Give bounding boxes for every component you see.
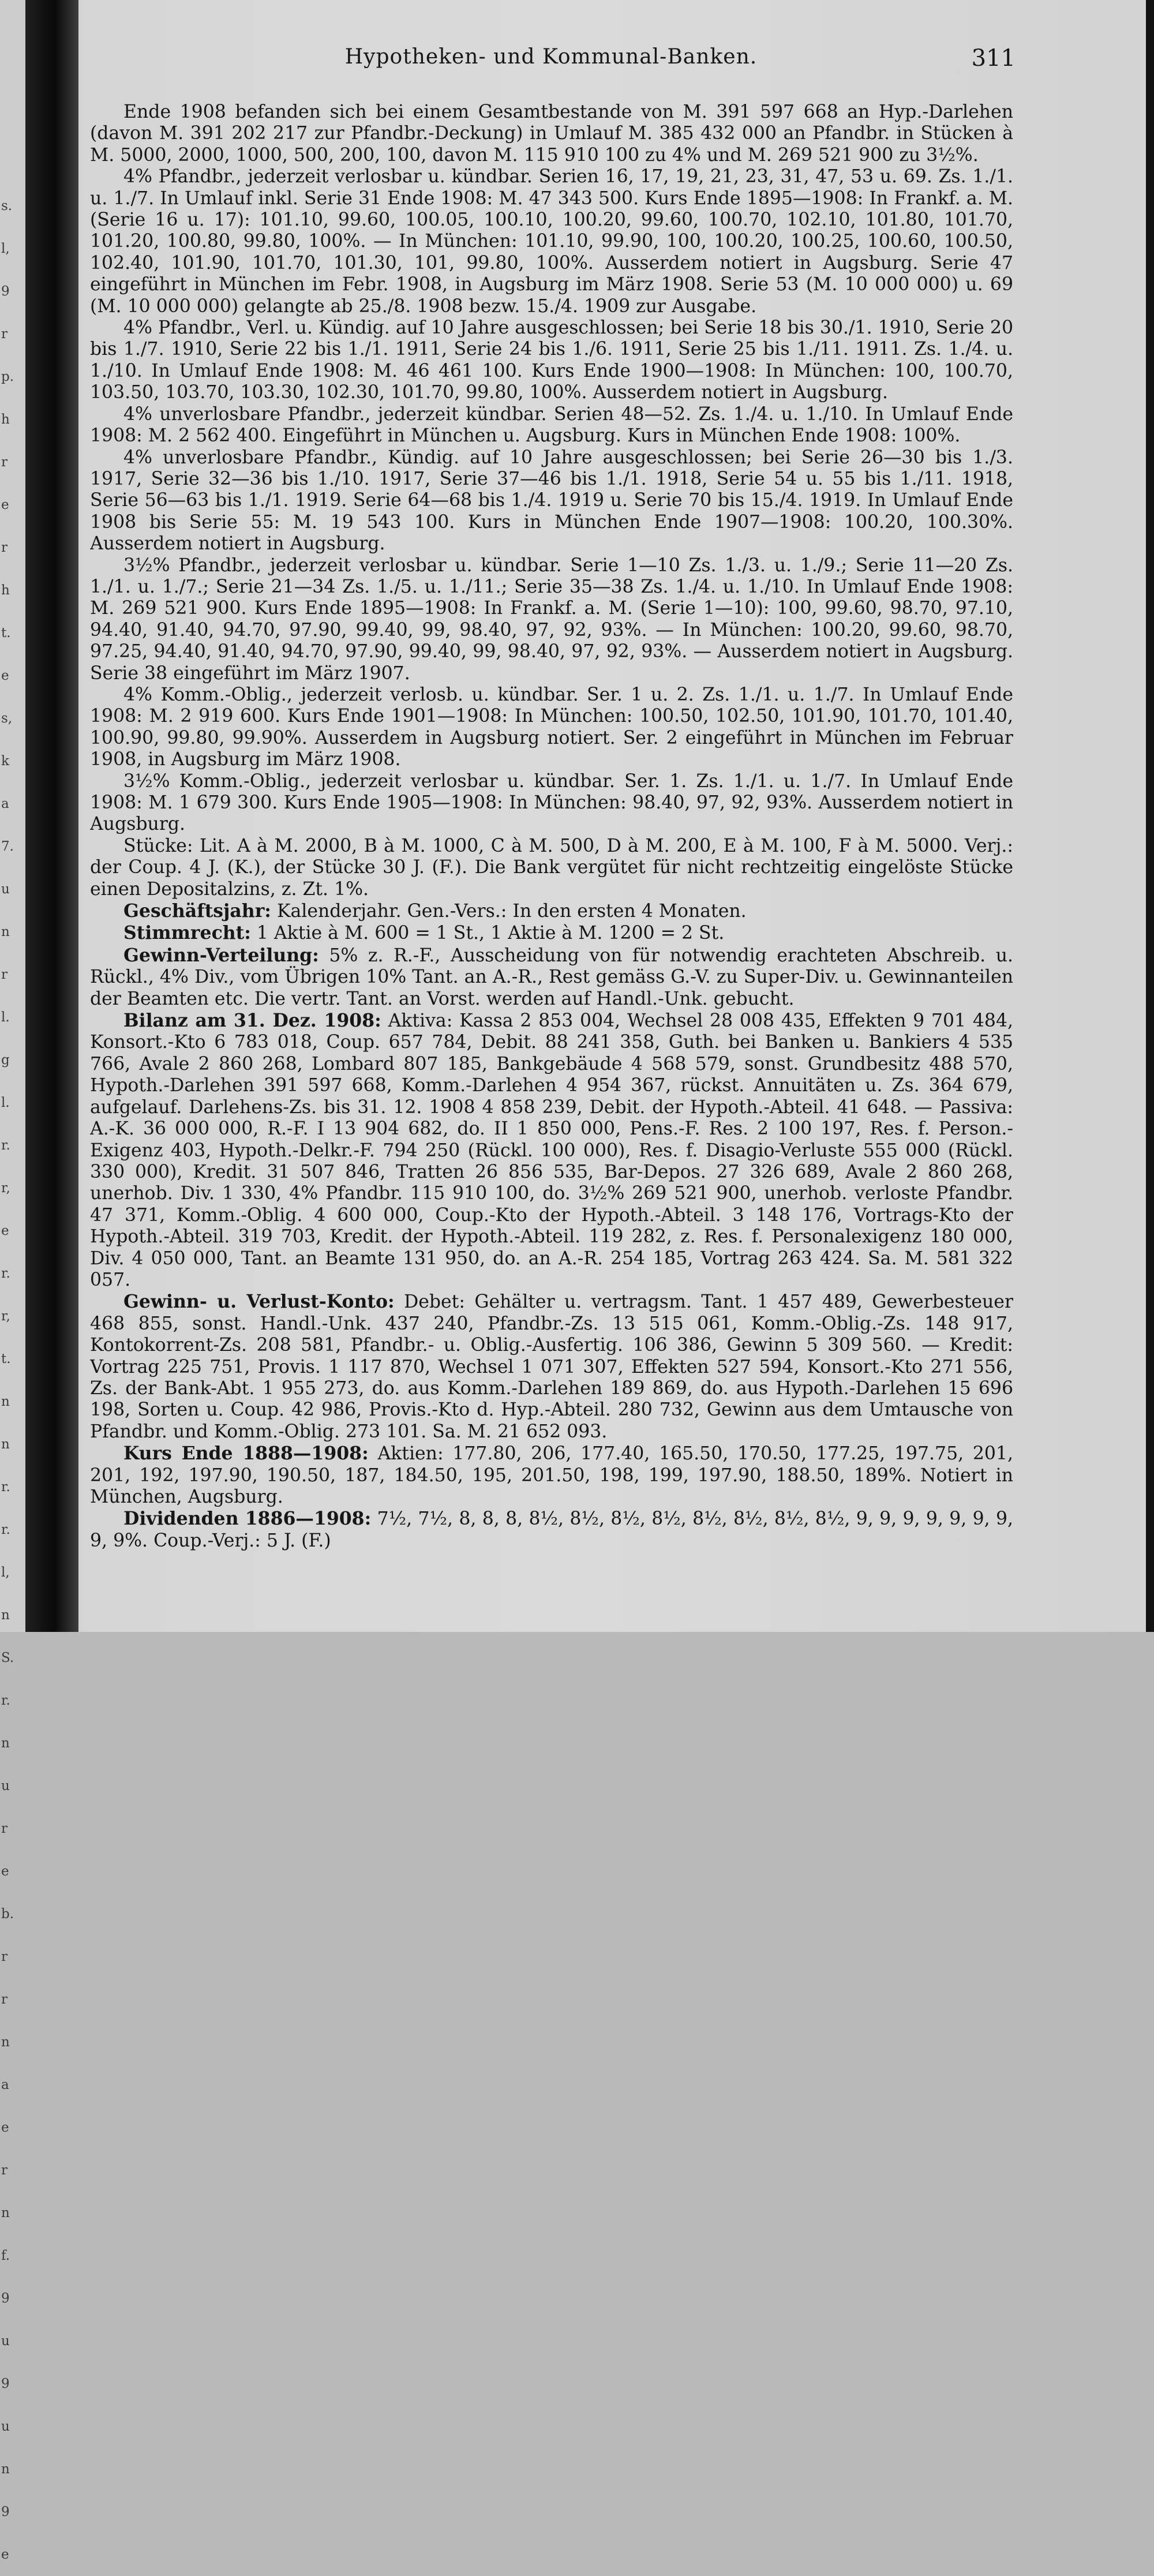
edge-letter: a [1,2077,9,2092]
paragraph-text: 4% unverlosbare Pfandbr., Kündig. auf 10 Jahre ausgeschlossen; bei Serie 26—30 bis 1./3. 1917, Serie 32—36 bis 1./10. 1917, Serie 37—46 bis 1./1. 1918, Serie 54 u. 55 bis 1./11. 1918, Serie 56—63 bis 1./1. 1919. Serie 64—68 bis 1./4. 1919 u. Serie 70 bis 15./4. 1919. In Umlauf Ende 1908 bis Serie 55: M. 19 543 100. Kurs in München Ende 1907—1908: 100.20, 100.30%. Ausserdem notiert in Augsburg. [90,447,1013,555]
edge-letter: r [1,327,8,342]
edge-letter: r [1,540,8,555]
paragraph-text: 5% z. R.-F., Ausscheidung von für notwendig erachteten Abschreib. u. Rückl., 4% Div., vom Übrigen 10% Tant. an A.-R., Rest gemäss G.-V. zu Super-Div. u. Gewinnanteilen der Beamten etc. Die vertr. Tant. an Vorst. werden auf Handl.-Unk. gebucht. [90,945,1013,1009]
edge-letter: u [1,2419,10,2434]
paragraph-text: Stücke: Lit. A à M. 2000, B à M. 1000, C à M. 500, D à M. 200, E à M. 100, F à M. 5000. Verj.: der Coup. 4 J. (K.), der Stücke 30 J. (F.). Die Bank vergütet für nicht rechtzeitig eingelöste Stücke einen Depositalzins, z. Zt. 1%. [90,835,1013,900]
edge-letter: t. [1,626,11,641]
edge-letter: n [1,2206,10,2221]
paragraph [90,317,1013,404]
paragraph-text: 3½% Komm.-Oblig., jederzeit verlosbar u. kündbar. Ser. 1. Zs. 1./1. u. 1./7. In Umlauf Ende 1908: M. 1 679 300. Kurs Ende 1905—1908: In München: 98.40, 97, 92, 93%. Ausserdem notiert in Augsburg. [90,770,1013,835]
edge-letter: l. [1,1095,10,1110]
running-head: Hypotheken- und Kommunal-Banken. [344,45,758,69]
paragraph-text: 4% Komm.-Oblig., jederzeit verlosb. u. kündbar. Ser. 1 u. 2. Zs. 1./1. u. 1./7. In Umlauf Ende 1908: M. 2 919 600. Kurs Ende 1901—1908: In München: 100.50, 102.50, 101.90, 101.70, 101.40, 100.90, 99.80, 99.90%. Ausserdem in Augsburg notiert. Ser. 2 eingeführt in München im Februar 1908, in Augsburg im März 1908. [90,684,1013,770]
edge-letter: n [1,2035,10,2050]
edge-letter: a [1,796,9,811]
edge-letter: e [1,2120,9,2135]
edge-letter: r. [1,1522,10,1537]
edge-letter: e [1,2547,9,2562]
paragraph [90,404,1013,447]
paragraph [90,771,1013,836]
edge-letter: r. [1,1266,10,1281]
edge-letter: s, [1,711,13,726]
edge-letter: 7. [1,839,14,854]
paragraph [90,1443,1013,1508]
page-header [87,45,1016,80]
paragraph-text: 4% Pfandbr., Verl. u. Kündig. auf 10 Jahre ausgeschlossen; bei Serie 18 bis 30./1. 1910, Serie 20 bis 1./7. 1910, Serie 22 bis 1./1. 1911, Serie 24 bis 1./6. 1911, Serie 25 bis 1./11. 1911. Zs. 1./4. u. 1./10. In Umlauf Ende 1908: M. 46 461 100. Kurs Ende 1900—1908: In München: 100, 100.70, 103.50, 103.70, 103.30, 102.30, 101.70, 99.80, 100%. Ausserdem notiert in Augsburg. [90,317,1013,403]
edge-letter: u [1,2334,10,2349]
edge-letter: r [1,455,8,470]
edge-letter: u [1,1779,10,1794]
edge-letter: r [1,1949,8,1964]
book-spine-shadow [25,0,78,1632]
edge-letter: e [1,1223,9,1238]
paragraph-text: 4% unverlosbare Pfandbr., jederzeit kündbar. Serien 48—52. Zs. 1./4. u. 1./10. In Umlauf Ende 1908: M. 2 562 400. Eingeführt in München u. Augsburg. Kurs in München Ende 1908: 100%. [90,403,1013,447]
page-number: 311 [971,45,1016,72]
paragraph-heading: Stimmrecht: [123,922,251,944]
edge-letter: f. [1,2248,10,2263]
edge-letter: n [1,924,10,939]
edge-letter: r. [1,1138,10,1153]
paragraph [90,447,1013,555]
edge-letter: n [1,2462,10,2477]
edge-letter: r [1,967,8,982]
paragraph [90,836,1013,900]
edge-letter: b. [1,1907,14,1922]
paragraph-heading: Gewinn- u. Verlust-Konto: [123,1291,395,1313]
edge-letter: n [1,1437,10,1452]
edge-letter: r [1,1992,8,2007]
edge-letter: S. [1,1650,14,1665]
edge-letter: h [1,412,10,427]
edge-letter: t. [1,1351,11,1366]
edge-letter: l, [1,1565,10,1580]
paragraph [90,945,1013,1010]
paragraph-text: Kalenderjahr. Gen.-Vers.: In den ersten 4 Monaten. [276,901,747,922]
edge-letter: r. [1,1480,10,1495]
paragraph-heading: Bilanz am 31. Dez. 1908: [123,1010,381,1032]
edge-letter: e [1,1864,9,1879]
edge-letter: u [1,882,10,897]
paragraph-text: 7½, 7½, 8, 8, 8, 8½, 8½, 8½, 8½, 8½, 8½, 8½, 8½, 9, 9, 9, 9, 9, 9, 9, 9, 9%. Coup.-Verj.: 5 J. (F.) [90,1508,1013,1551]
paragraph [90,555,1013,684]
edge-letter: s. [1,199,13,214]
paragraph-text: 3½% Pfandbr., jederzeit verlosbar u. kündbar. Serie 1—10 Zs. 1./3. u. 1./9.; Serie 11—20 Zs. 1./1. u. 1./7.; Serie 21—34 Zs. 1./5. u. 1./11.; Serie 35—38 Zs. 1./4. u. 1./10. In Umlauf Ende 1908: M. 269 521 900. Kurs Ende 1895—1908: In Frankf. a. M. (Serie 1—10): 100, 99.60, 98.70, 97.10, 94.40, 91.40, 94.70, 97.90, 99.40, 99, 98.40, 97, 92, 93%. — In München: 100.20, 99.60, 98.70, 97.25, 94.40, 91.40, 94.70, 97.90, 99.40, 99, 98.40, 97, 92, 93%. — Ausserdem notiert in Augsburg. Serie 38 eingeführt im März 1907. [90,555,1013,684]
edge-letter: 9 [1,284,10,299]
paragraph-text: 4% Pfandbr., jederzeit verlosbar u. kündbar. Serien 16, 17, 19, 21, 23, 31, 47, 53 u. 69. Zs. 1./1. u. 1./7. In Umlauf inkl. Serie 31 Ende 1908: M. 47 343 500. Kurs Ende 1895—1908: In Frankf. a. M. (Serie 16 u. 17): 101.10, 99.60, 100.05, 100.10, 100.20, 99.60, 100.70, 102.10, 101.80, 101.70, 101.20, 100.80, 99.80, 100%. — In München: 101.10, 99.90, 100, 100.20, 100.25, 100.60, 100.50, 102.40, 101.90, 101.70, 101.30, 101, 99.80, 100%. Ausserdem notiert in Augsburg. Serie 47 eingeführt in München im Febr. 1908, in Augsburg im März 1908. Serie 53 (M. 10 000 000) u. 69 (M. 10 000 000) gelangte ab 25./8. 1908 bezw. 15./4. 1909 zur Ausgabe. [90,166,1013,317]
previous-page-edge [0,0,27,2562]
edge-letter: r, [1,1309,10,1324]
edge-letter: e [1,497,9,512]
paragraph [90,1291,1013,1443]
paragraph-heading: Geschäftsjahr: [123,900,271,922]
edge-letter: 9 [1,2504,10,2519]
paragraph-text: Aktien: 177.80, 206, 177.40, 165.50, 170.50, 177.25, 197.75, 201, 201, 192, 197.90, 190.50, 187, 184.50, 195, 201.50, 198, 199, 197.90, 188.50, 189%. Notiert in München, Augsburg. [90,1443,1013,1507]
edge-letter: r [1,1821,8,1836]
paragraph [90,102,1013,166]
right-page-edge [1146,0,1154,1632]
edge-letter: r, [1,1181,10,1196]
paragraph [90,166,1013,317]
edge-letters [1,185,22,2576]
paragraph [90,1010,1013,1291]
paragraph [90,922,1013,944]
edge-letter: n [1,1608,10,1623]
paragraph-heading: Dividenden 1886—1908: [123,1508,372,1530]
paragraph-text: Debet: Gehälter u. vertragsm. Tant. 1 457 489, Gewerbesteuer 468 855, sonst. Handl.-Unk. 437 240, Pfandbr.-Zs. 13 515 061, Komm.-Oblig.-Zs. 148 917, Kontokorrent-Zs. 208 581, Pfandbr.- u. Oblig.-Ausfertig. 106 386, Gewinn 5 309 560. — Kredit: Vortrag 225 751, Provis. 1 117 870, Wechsel 1 071 307, Effekten 527 594, Konsort.-Kto 271 556, Zs. der Bank-Abt. 1 955 273, do. aus Komm.-Darlehen 189 869, do. aus Hypoth.-Darlehen 15 696 198, Sorten u. Coup. 42 986, Provis.-Kto d. Hyp.-Abteil. 280 732, Gewinn aus dem Umtausche von Pfandbr. und Komm.-Oblig. 273 101. Sa. M. 21 652 093. [90,1291,1013,1442]
paragraph-heading: Kurs Ende 1888—1908: [123,1443,369,1465]
edge-letter: l. [1,1010,10,1025]
edge-letter: k [1,754,9,769]
paragraph [90,1508,1013,1552]
body-text [90,102,1013,1602]
edge-letter: h [1,583,10,598]
edge-letter: g [1,1053,10,1068]
paragraph-text: 1 Aktie à M. 600 = 1 St., 1 Aktie à M. 1200 = 2 St. [256,923,725,944]
paragraph-heading: Gewinn-Verteilung: [123,944,319,966]
edge-letter: 9 [1,2291,10,2306]
paragraph-text: Aktiva: Kassa 2 853 004, Wechsel 28 008 435, Effekten 9 701 484, Konsort.-Kto 6 783 018, Coup. 657 784, Debit. 88 241 358, Guth. bei Banken u. Bankiers 4 535 766, Avale 2 860 268, Lombard 807 185, Bankgebäude 4 568 579, sonst. Grundbesitz 488 570, Hypoth.-Darlehen 391 597 668, Komm.-Darlehen 4 954 367, rückst. Annuitäten u. Zs. 364 679, aufgelauf. Darlehens-Zs. bis 31. 12. 1908 4 858 239, Debit. der Hypoth.-Abteil. 41 648. — Passiva: A.-K. 36 000 000, R.-F. I 13 904 682, do. II 1 850 000, Pens.-F. Res. 2 100 197, Res. f. Person.-Exigenz 403, Hypoth.-Delkr.-F. 794 250 (Rückl. 100 000), Res. f. Disagio-Verluste 555 000 (Rückl. 330 000), Kredit. 31 507 846, Tratten 26 856 535, Bar-Depos. 27 326 689, Avale 2 860 268, unerhob. Div. 1 330, 4% Pfandbr. 115 910 100, do. 3½% 269 521 900, unerhob. verloste Pfandbr. 47 371, Komm.-Oblig. 4 600 000, Coup.-Kto der Hypoth.-Abteil. 3 148 176, Vortrags-Kto der Hypoth.-Abteil. 319 703, Kredit. der Hypoth.-Abteil. 119 282, z. Res. f. Personalexigenz 180 000, Div. 4 050 000, Tant. an Beamte 131 950, do. an A.-R. 254 185, Vortrag 263 424. Sa. M. 581 322 057. [90,1010,1013,1290]
edge-letter: e [1,668,9,683]
edge-letter: n [1,1736,10,1751]
paragraph [90,900,1013,922]
paragraph-text: Ende 1908 befanden sich bei einem Gesamtbestande von M. 391 597 668 an Hyp.-Darlehen (davon M. 391 202 217 zur Pfandbr.-Deckung) in Umlauf M. 385 432 000 an Pfandbr. in Stücken à M. 5000, 2000, 1000, 500, 200, 100, davon M. 115 910 100 zu 4% und M. 269 521 900 zu 3½%. [90,102,1013,166]
edge-letter: r. [1,1693,10,1708]
edge-letter: l, [1,241,10,256]
paragraph [90,684,1013,771]
edge-letter: p. [1,369,14,384]
edge-letter: n [1,1394,10,1409]
edge-letter: 9 [1,2376,10,2391]
edge-letter: r [1,2163,8,2178]
